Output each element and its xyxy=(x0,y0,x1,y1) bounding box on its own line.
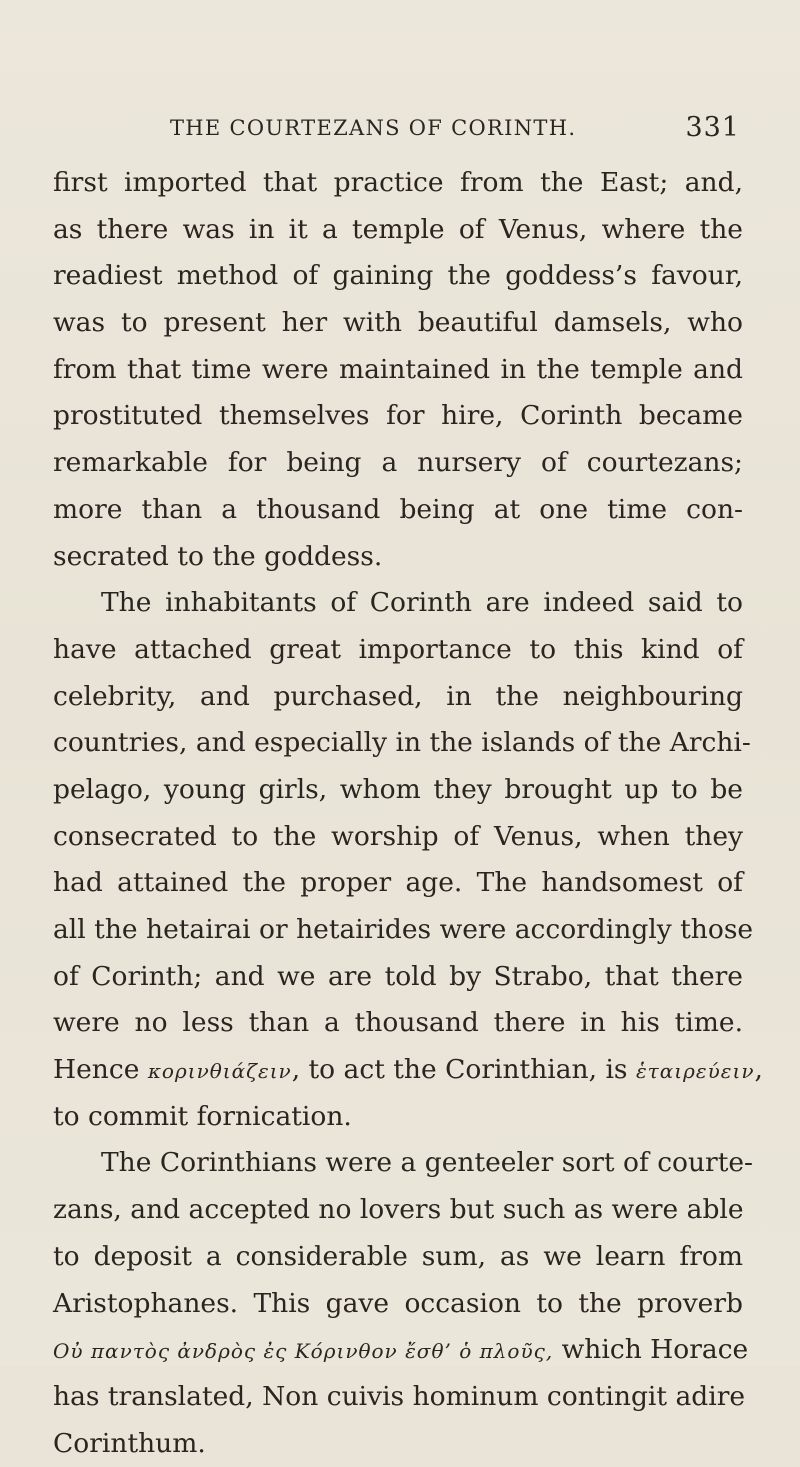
text-line: have attached great importance to this kind of xyxy=(53,633,743,665)
text-segment: , xyxy=(754,1054,763,1086)
text-line: celebrity, and purchased, in the neighbouring xyxy=(53,680,743,712)
text-line: countries, and especially in the islands of the Archi- xyxy=(53,727,751,759)
text-line xyxy=(53,1047,763,1094)
text-line: as there was in it a temple of Venus, where the xyxy=(53,213,743,245)
running-head xyxy=(50,112,740,156)
text-segment: which Horace xyxy=(553,1334,749,1366)
page-number: 331 xyxy=(685,112,740,143)
text-line: to commit fornication. xyxy=(53,1100,352,1132)
text-line: The inhabitants of Corinth are indeed said to xyxy=(101,587,743,619)
text-line: first imported that practice from the East; and, xyxy=(53,167,743,198)
text-segment: Hence xyxy=(53,1054,148,1086)
text-line: more than a thousand being at one time con- xyxy=(53,493,743,525)
body-text xyxy=(53,160,763,1467)
text-line: has translated, Non cuivis hominum contingit adire xyxy=(53,1380,746,1412)
text-line: remarkable for being a nursery of courtezans; xyxy=(53,447,743,479)
text-line: Corinthum. xyxy=(53,1427,206,1459)
text-line: from that time were maintained in the temple and xyxy=(53,353,743,385)
text-line: were no less than a thousand there in his time. xyxy=(53,1007,743,1039)
greek-phrase: Οὐ παντὸς ἀνδρὸς ἐς Κόρινθον ἔσθ’ ὁ πλοῦς, xyxy=(53,1339,554,1364)
text-line: secrated to the goddess. xyxy=(53,540,383,572)
text-line: to deposit a considerable sum, as we learn from xyxy=(53,1240,743,1272)
text-line: had attained the proper age. The handsomest of xyxy=(53,867,743,899)
greek-phrase: ἑταιρεύειν xyxy=(635,1059,755,1084)
text-line: all the hetairai or hetairides were accordingly those xyxy=(53,914,754,945)
running-head-title: THE COURTEZANS OF CORINTH. xyxy=(170,116,577,140)
text-line: The Corinthians were a genteeler sort of courte- xyxy=(101,1147,754,1179)
text-line xyxy=(53,1327,749,1374)
text-line: was to present her with beautiful damsels, who xyxy=(53,307,743,339)
text-line: of Corinth; and we are told by Strabo, that there xyxy=(53,960,743,992)
text-line: pelago, young girls, whom they brought up to be xyxy=(53,773,743,805)
text-segment: , to act the Corinthian, is xyxy=(291,1054,636,1086)
text-line: consecrated to the worship of Venus, when they xyxy=(53,820,743,852)
text-line: prostituted themselves for hire, Corinth became xyxy=(53,400,743,432)
greek-phrase: κορινθιάζειν xyxy=(147,1059,292,1084)
text-line: readiest method of gaining the goddess’s favour, xyxy=(53,260,743,292)
text-line: zans, and accepted no lovers but such as were able xyxy=(53,1194,744,1226)
text-line: Aristophanes. This gave occasion to the proverb xyxy=(53,1287,743,1319)
